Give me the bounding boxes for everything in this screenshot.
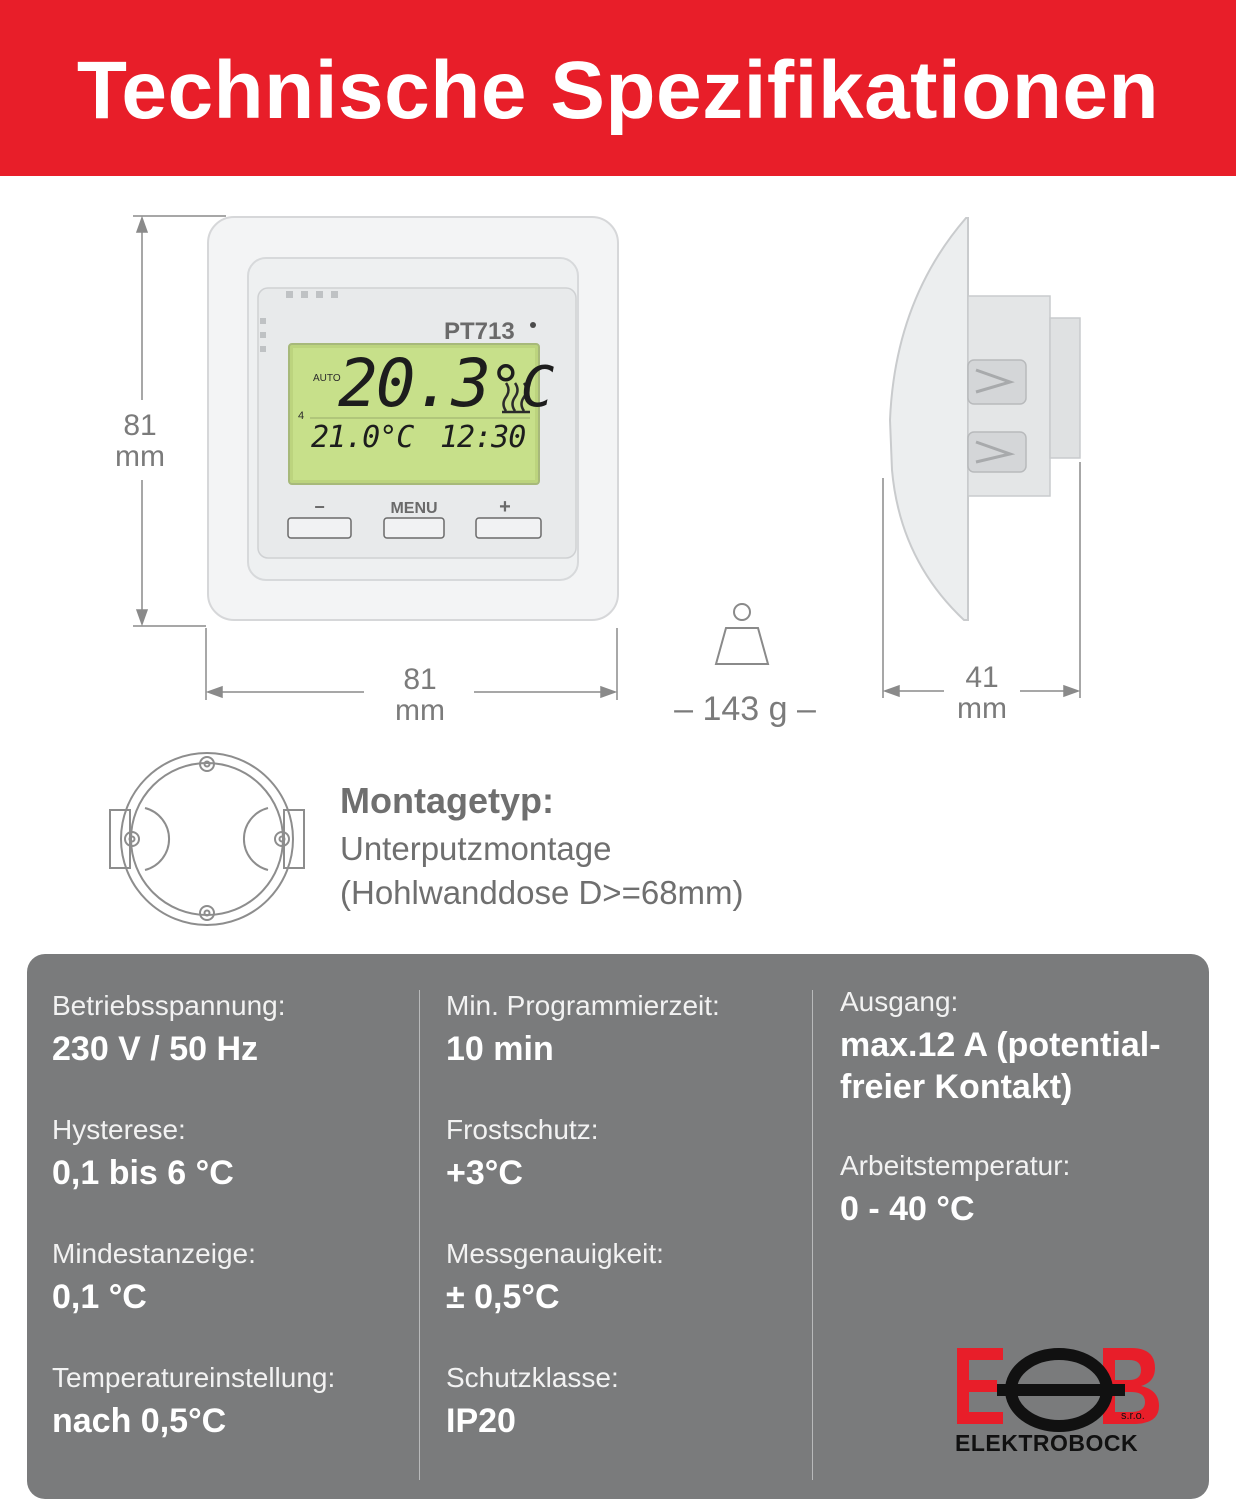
weight-icon (716, 604, 768, 664)
height-dimension (100, 410, 180, 472)
depth-unit: mm (957, 692, 1007, 725)
lcd-time: 12:30 (440, 420, 526, 455)
mounting-title: Montagetyp: (340, 780, 554, 821)
model-label: PT713 (444, 318, 515, 345)
spec-temperature-setting (52, 1362, 335, 1442)
spec-value: 230 V / 50 Hz (52, 1030, 259, 1068)
elektrobock-logo (955, 1344, 1165, 1464)
spec-value: 0,1 bis 6 °C (52, 1154, 234, 1192)
spec-min-programming-time (446, 990, 720, 1070)
spec-value: nach 0,5°C (52, 1402, 227, 1440)
mounting-box-spec: (Hohlwanddose D>=68mm) (340, 874, 744, 911)
lcd-main-temperature (338, 345, 552, 422)
spec-label: Min. Programmierzeit: (446, 990, 720, 1021)
menu-button-label: MENU (390, 500, 438, 517)
spec-label: Ausgang: (840, 986, 959, 1017)
spec-output (840, 986, 1161, 1108)
thermostat-side-view (890, 218, 1080, 620)
logo-suffix: s.r.o. (1121, 1410, 1145, 1422)
spec-value (840, 1024, 1161, 1108)
lcd-set-temperature: 21.0°C (311, 420, 414, 455)
spec-accuracy (446, 1238, 664, 1318)
spec-value: 0 - 40 °C (840, 1190, 975, 1228)
spec-value: IP20 (446, 1402, 516, 1440)
spec-label: Betriebsspannung: (52, 990, 286, 1021)
spec-column-2 (446, 954, 806, 1499)
spec-label: Schutzklasse: (446, 1362, 619, 1393)
spec-value: 10 min (446, 1030, 554, 1068)
spec-label: Temperatureinstellung: (52, 1362, 336, 1393)
plus-button-shape (476, 518, 541, 538)
plus-button-label: + (499, 496, 511, 518)
spec-value: 0,1 °C (52, 1278, 147, 1316)
spec-protection-class (446, 1362, 619, 1442)
width-unit: mm (395, 694, 445, 727)
spec-operating-voltage (52, 990, 286, 1070)
spec-label: Arbeitstemperatur: (840, 1150, 1071, 1181)
lcd-temp-unit: °C (488, 355, 553, 420)
spec-operating-temperature (840, 1150, 1070, 1230)
lcd-temp-value: 20.3 (338, 345, 489, 422)
logo-text: ELEKTROBOCK (955, 1430, 1139, 1456)
column-divider (419, 990, 420, 1480)
spec-label: Hysterese: (52, 1114, 186, 1145)
flush-mount-box-icon (110, 753, 304, 925)
weight-value: – 143 g – (674, 690, 816, 728)
spec-frost-protection (446, 1114, 598, 1194)
spec-column-1 (52, 954, 412, 1499)
day-indicator: 4 (298, 410, 305, 422)
mounting-type: Unterputzmontage (340, 830, 612, 867)
spec-value: ± 0,5°C (446, 1278, 560, 1316)
spec-value-line: max.12 A (potential- (840, 1026, 1161, 1064)
column-divider (812, 990, 813, 1480)
specifications-panel (27, 954, 1209, 1499)
minus-button-label: − (314, 497, 325, 517)
menu-button-shape (384, 518, 444, 538)
height-unit: mm (115, 440, 165, 473)
mounting-info (340, 780, 744, 912)
spec-value-line: freier Kontakt) (840, 1068, 1073, 1106)
depth-dimension (942, 662, 1022, 724)
page-title: Technische Spezifikationen (76, 45, 1160, 136)
spec-label: Mindestanzeige: (52, 1238, 256, 1269)
spec-label: Frostschutz: (446, 1114, 599, 1145)
spec-value: +3°C (446, 1154, 523, 1192)
spec-hysteresis (52, 1114, 234, 1194)
width-dimension (380, 664, 460, 726)
width-value: 81 (403, 663, 437, 696)
spec-min-display (52, 1238, 256, 1318)
minus-button-shape (288, 518, 351, 538)
mode-label: AUTO (313, 373, 341, 384)
header-banner (0, 0, 1236, 176)
height-value: 81 (123, 409, 157, 442)
spec-label: Messgenauigkeit: (446, 1238, 664, 1269)
depth-value: 41 (965, 661, 999, 694)
